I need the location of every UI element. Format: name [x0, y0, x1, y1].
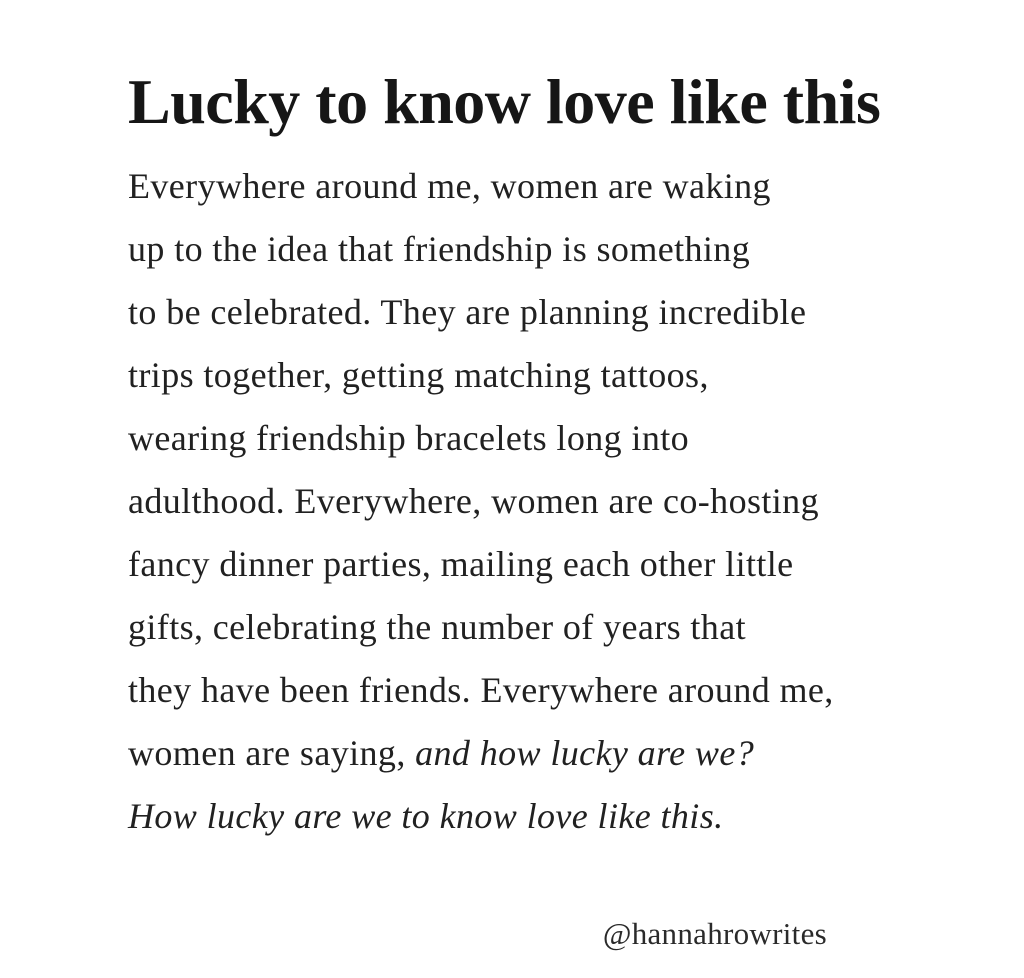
quote-line [128, 155, 834, 218]
quote-text-roman: fancy dinner parties, mailing each other little [128, 544, 794, 584]
quote-line [128, 722, 834, 785]
quote-text-roman: up to the idea that friendship is something [128, 229, 751, 269]
quote-text-italic: How lucky are we to know love like this. [128, 796, 724, 836]
quote-text-roman: wearing friendship bracelets long into [128, 418, 690, 458]
quote-line [128, 785, 834, 848]
quote-line [128, 218, 834, 281]
quote-line [128, 533, 834, 596]
quote-text-roman: they have been friends. Everywhere around me, [128, 670, 834, 710]
quote-text-roman: Everywhere around me, women are waking [128, 166, 771, 206]
quote-line [128, 281, 834, 344]
quote-text-roman: to be celebrated. They are planning incredible [128, 292, 807, 332]
quote-line [128, 344, 834, 407]
quote-text-roman: women are saying, [128, 733, 416, 773]
quote-line [128, 596, 834, 659]
quote-text-italic: and how lucky are we? [415, 733, 755, 773]
quote-body [128, 155, 834, 848]
quote-line [128, 470, 834, 533]
quote-text-roman: gifts, celebrating the number of years that [128, 607, 746, 647]
author-handle: @hannahrowrites [602, 916, 827, 951]
quote-line [128, 407, 834, 470]
page-title: Lucky to know love like this [128, 65, 881, 137]
quote-text-roman: adulthood. Everywhere, women are co-hosting [128, 481, 819, 521]
quote-text-roman: trips together, getting matching tattoos, [128, 355, 709, 395]
quote-line [128, 659, 834, 722]
